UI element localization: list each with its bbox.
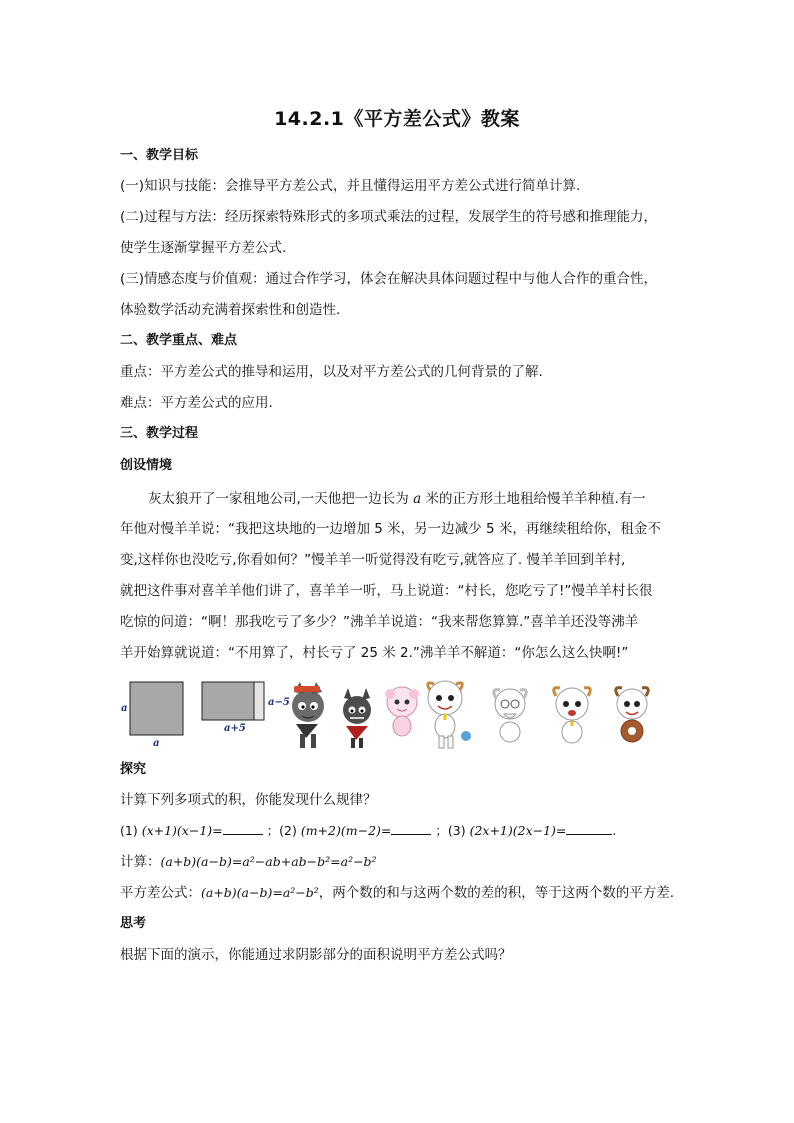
process-heading: 三、教学过程 (120, 426, 199, 441)
exercise-end: . (612, 823, 617, 838)
square-bottom-label: a (153, 738, 160, 749)
keypoints-heading: 二、教学重点、难点 (120, 333, 238, 348)
story-line-1b: 米的正方形土地租给慢羊羊种植.有一 (425, 491, 646, 507)
explore-question: 计算下列多项式的积，你能发现什么规律？ (120, 792, 377, 808)
focus-text: 重点：平方差公式的推导和运用，以及对平方差公式的几何背景的了解. (120, 364, 543, 380)
explore-heading: 探究 (120, 762, 147, 777)
sheep-elder-icon (494, 689, 527, 742)
goal-attitude-line1: (三)情感态度与价值观：通过合作学习，体会在解决具体问题过程中与他人合作的重合性， (120, 271, 658, 287)
square-a (130, 682, 183, 735)
exercise-expr-3: (2x+1)(2x−1)= (469, 823, 567, 838)
think-question: 根据下面的演示，你能通过求阴影部分的面积说明平方差公式吗？ (120, 947, 512, 963)
calc-line (120, 852, 680, 872)
story-line-6: 羊开始算就说道：“不用算了，村长亏了 25 米 2.”沸羊羊不解道：“你怎么这么快啊!” (120, 645, 629, 661)
sheep-pleasant-icon (428, 681, 471, 748)
formula-prefix: 平方差公式： (120, 885, 201, 901)
story-line-1 (148, 489, 708, 509)
exercise-expr-2: (m+2)(m−2)= (300, 823, 392, 838)
square-side-label: a (121, 703, 128, 714)
exercise-sep-1: ；(2) (266, 823, 297, 838)
calc-expression: (a+b)(a−b)=a²−ab+ab−b²=a²−b² (160, 854, 377, 869)
scenario-heading: 创设情境 (120, 458, 173, 473)
goal-process-line2: 使学生逐渐掌握平方差公式. (120, 240, 287, 256)
document-title: 14.2.1《平方差公式》教案 (274, 108, 520, 130)
difficulty-text: 难点：平方差公式的应用. (120, 395, 273, 411)
exercise-sep-2: ；(3) (435, 823, 466, 838)
rect-height-label: a−5 (268, 697, 290, 708)
rectangle-main (202, 682, 254, 720)
rect-width-label: a+5 (224, 723, 246, 734)
formula-line (120, 883, 680, 903)
story-line-3: 变,这样你也没吃亏,你看如何？”慢羊羊一听觉得没有吃亏,就答应了. 慢羊羊回到羊村, (120, 552, 626, 568)
think-heading: 思考 (120, 916, 147, 931)
exercise-label-1: (1) (120, 823, 138, 838)
exercise-expr-1: (x+1)(x−1)= (141, 823, 223, 838)
formula-suffix: ，两个数的和与这两个数的差的积，等于这两个数的平方差. (318, 885, 675, 901)
answer-blank-2[interactable] (391, 822, 431, 835)
sheep-pleasant-2-icon (554, 688, 591, 743)
goal-attitude-line2: 体验数学活动充满着探索性和创造性. (120, 302, 341, 318)
story-line-2: 年他对慢羊羊说：“我把这块地的一边增加 5 米，另一边减少 5 米，再继续租给你，租金不 (120, 521, 661, 537)
answer-blank-3[interactable] (566, 822, 612, 835)
wolf-character-icon (292, 682, 324, 748)
wolf-character-2-icon (343, 688, 371, 748)
story-variable: a (413, 491, 422, 507)
goal-knowledge: (一)知识与技能：会推导平方差公式，并且懂得运用平方差公式进行简单计算. (120, 178, 581, 194)
story-line-5: 吃惊的问道：“啊！那我吃亏了多少？”沸羊羊说道：“我来帮您算算.”喜羊羊还没等沸羊 (120, 614, 639, 630)
story-line-1a: 灰太狼开了一家租地公司,一天他把一边长为 (148, 491, 409, 507)
sheep-warm-icon (616, 688, 649, 742)
exercise-line (120, 821, 680, 841)
rectangle-extension (254, 682, 264, 720)
goals-heading: 一、教学目标 (120, 148, 199, 163)
sheep-pink-icon (385, 687, 419, 736)
calc-prefix: 计算： (120, 854, 161, 870)
goal-process-line1: (二)过程与方法：经历探索特殊形式的多项式乘法的过程，发展学生的符号感和推理能力， (120, 209, 658, 225)
story-figure (118, 676, 678, 756)
formula-expression: (a+b)(a−b)=a²−b² (201, 885, 319, 900)
answer-blank-1[interactable] (223, 822, 263, 835)
story-line-4: 就把这件事对喜羊羊他们讲了，喜羊羊一听，马上说道：“村长，您吃亏了!”慢羊羊村长很 (120, 583, 653, 599)
